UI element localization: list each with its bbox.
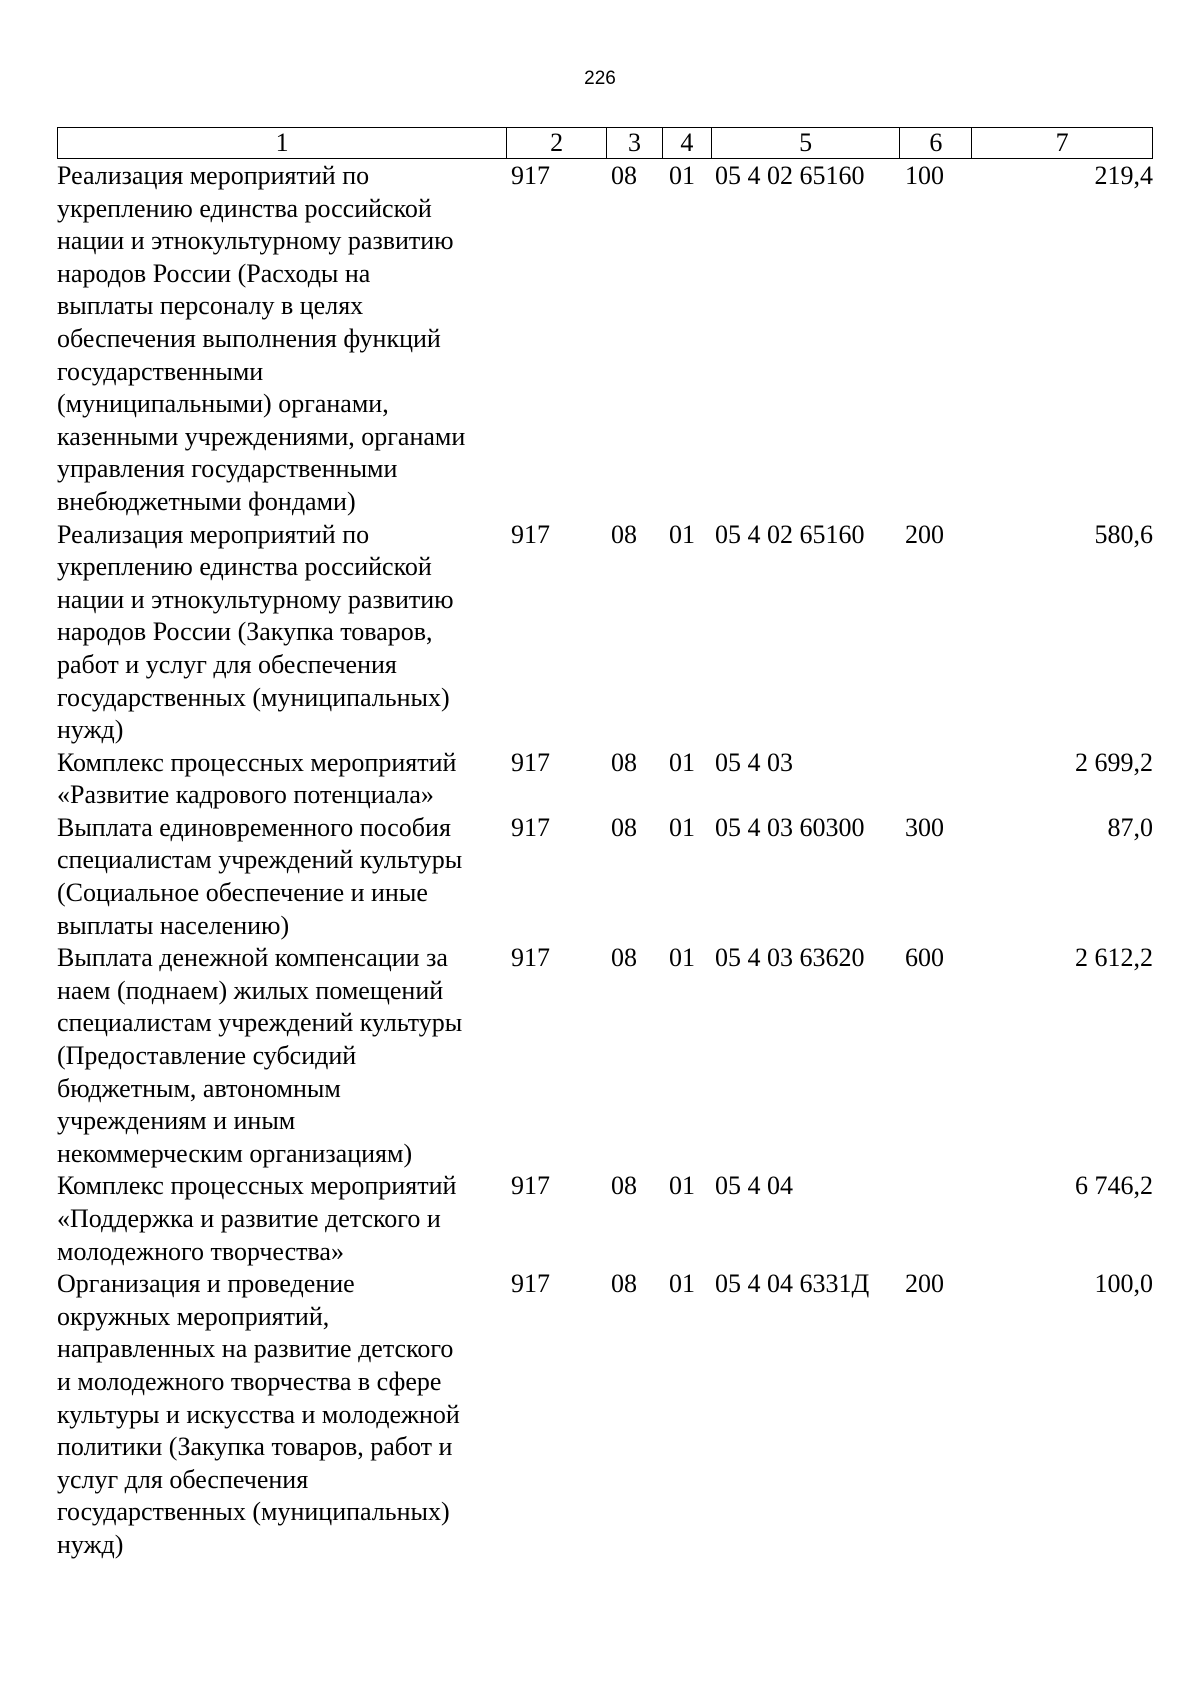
column-header-2: 2 (507, 128, 607, 158)
row-amount: 580,6 (1094, 519, 1153, 549)
row-code-target-article: 05 4 02 65160 (715, 161, 865, 190)
row-code-expense-type: 200 (905, 1269, 944, 1299)
description-line: государственных (муниципальных) (57, 682, 450, 712)
row-code-expense-type: 200 (905, 519, 944, 549)
description-line: специалистам учреждений культуры (57, 1008, 463, 1038)
row-code-target-article: 05 4 04 6331Д (715, 1269, 870, 1299)
table-header (57, 127, 1153, 159)
row-code-target-article: 05 4 03 60300 (715, 812, 865, 842)
row-description (57, 519, 507, 747)
description-line: работ и услуг для обеспечения (57, 649, 397, 679)
column-header-5: 5 (712, 128, 901, 158)
table-row (57, 1268, 1153, 1561)
table-row (57, 160, 1153, 519)
row-amount: 6 746,2 (1075, 1171, 1153, 1201)
row-code-ministry: 917 (511, 161, 550, 190)
description-line: укреплению единства российской (57, 552, 432, 582)
description-line: Выплата единовременного пособия (57, 812, 451, 842)
row-description (57, 160, 507, 519)
row-code-section: 08 (611, 747, 637, 777)
row-code-section: 08 (611, 519, 637, 549)
description-line: окружных мероприятий, (57, 1301, 330, 1331)
column-header-4: 4 (663, 128, 712, 158)
row-amount: 87,0 (1107, 812, 1153, 842)
row-code-ministry: 917 (511, 1269, 550, 1299)
row-description (57, 1268, 507, 1561)
description-line: укреплению единства российской (57, 193, 432, 223)
description-line: некоммерческим организациям) (57, 1138, 413, 1168)
description-line: (Социальное обеспечение и иные (57, 878, 428, 908)
row-code-subsection: 01 (669, 1269, 695, 1299)
description-line: специалистам учреждений культуры (57, 845, 463, 875)
row-amount: 2 699,2 (1075, 747, 1153, 777)
column-header-3: 3 (607, 128, 663, 158)
row-amount: 219,4 (1094, 161, 1153, 190)
description-line: услуг для обеспечения (57, 1464, 309, 1494)
column-header-7: 7 (1055, 128, 1069, 157)
row-code-subsection: 01 (669, 747, 695, 777)
table-row (57, 519, 1153, 747)
description-line: управления государственными (57, 454, 398, 484)
description-line: выплаты населению) (57, 910, 290, 940)
row-code-subsection: 01 (669, 161, 695, 190)
description-line: народов России (Расходы на (57, 258, 371, 288)
description-line: Комплекс процессных мероприятий (57, 1171, 457, 1201)
row-code-ministry: 917 (511, 747, 550, 777)
description-line: политики (Закупка товаров, работ и (57, 1432, 453, 1462)
row-code-ministry: 917 (511, 519, 550, 549)
description-line: государственных (муниципальных) (57, 1497, 450, 1527)
row-code-section: 08 (611, 161, 637, 190)
row-description (57, 942, 507, 1170)
row-code-section: 08 (611, 943, 637, 973)
table-body (57, 160, 1153, 1562)
row-code-subsection: 01 (669, 519, 695, 549)
row-code-ministry: 917 (511, 943, 550, 973)
description-line: учреждениям и иным (57, 1106, 296, 1136)
description-line: нации и этнокультурному развитию (57, 226, 454, 256)
row-code-target-article: 05 4 04 (715, 1171, 793, 1201)
description-line: культуры и искусства и молодежной (57, 1399, 460, 1429)
row-code-expense-type: 300 (905, 812, 944, 842)
description-line: народов России (Закупка товаров, (57, 617, 433, 647)
description-line: нации и этнокультурному развитию (57, 584, 454, 614)
description-line: Реализация мероприятий по (57, 161, 370, 190)
description-line: обеспечения выполнения функций (57, 323, 441, 353)
description-line: внебюджетными фондами) (57, 486, 356, 516)
row-amount: 100,0 (1094, 1269, 1153, 1299)
row-code-target-article: 05 4 02 65160 (715, 519, 865, 549)
column-header-6: 6 (900, 128, 972, 158)
description-line: (муниципальными) органами, (57, 389, 389, 419)
description-line: молодежного творчества» (57, 1236, 344, 1266)
row-amount: 2 612,2 (1075, 943, 1153, 973)
description-line: нужд) (57, 715, 124, 745)
row-code-ministry: 917 (511, 1171, 550, 1201)
row-code-subsection: 01 (669, 943, 695, 973)
description-line: нужд) (57, 1529, 124, 1559)
row-description (57, 1170, 507, 1268)
row-code-expense-type: 100 (905, 161, 944, 190)
description-line: (Предоставление субсидий (57, 1041, 357, 1071)
description-line: бюджетным, автономным (57, 1073, 341, 1103)
description-line: «Развитие кадрового потенциала» (57, 780, 434, 810)
row-code-expense-type (901, 747, 973, 812)
row-code-section: 08 (611, 1171, 637, 1201)
table-row (57, 942, 1153, 1170)
row-code-subsection: 01 (669, 1171, 695, 1201)
description-line: «Поддержка и развитие детского и (57, 1204, 441, 1233)
row-description (57, 747, 507, 812)
description-line: выплаты персоналу в целях (57, 291, 364, 321)
description-line: Организация и проведение (57, 1269, 355, 1299)
row-code-expense-type: 600 (905, 943, 944, 973)
description-line: казенными учреждениями, органами (57, 421, 466, 451)
description-line: направленных на развитие детского (57, 1334, 454, 1364)
description-line: наем (поднаем) жилых помещений (57, 975, 444, 1005)
description-line: Реализация мероприятий по (57, 519, 370, 549)
description-line: государственными (57, 356, 264, 386)
row-code-section: 08 (611, 812, 637, 842)
row-code-target-article: 05 4 03 63620 (715, 943, 865, 973)
description-line: и молодежного творчества в сфере (57, 1366, 442, 1396)
table-row (57, 812, 1153, 942)
table-row (57, 1170, 1153, 1268)
row-code-subsection: 01 (669, 812, 695, 842)
row-code-ministry: 917 (511, 812, 550, 842)
table-row (57, 747, 1153, 812)
column-header-1: 1 (58, 128, 507, 158)
row-code-expense-type (901, 1170, 973, 1268)
page-number: 226 (584, 68, 616, 89)
row-description (57, 812, 507, 942)
row-code-target-article: 05 4 03 (715, 747, 793, 777)
description-line: Комплекс процессных мероприятий (57, 747, 457, 777)
row-code-section: 08 (611, 1269, 637, 1299)
description-line: Выплата денежной компенсации за (57, 943, 448, 973)
